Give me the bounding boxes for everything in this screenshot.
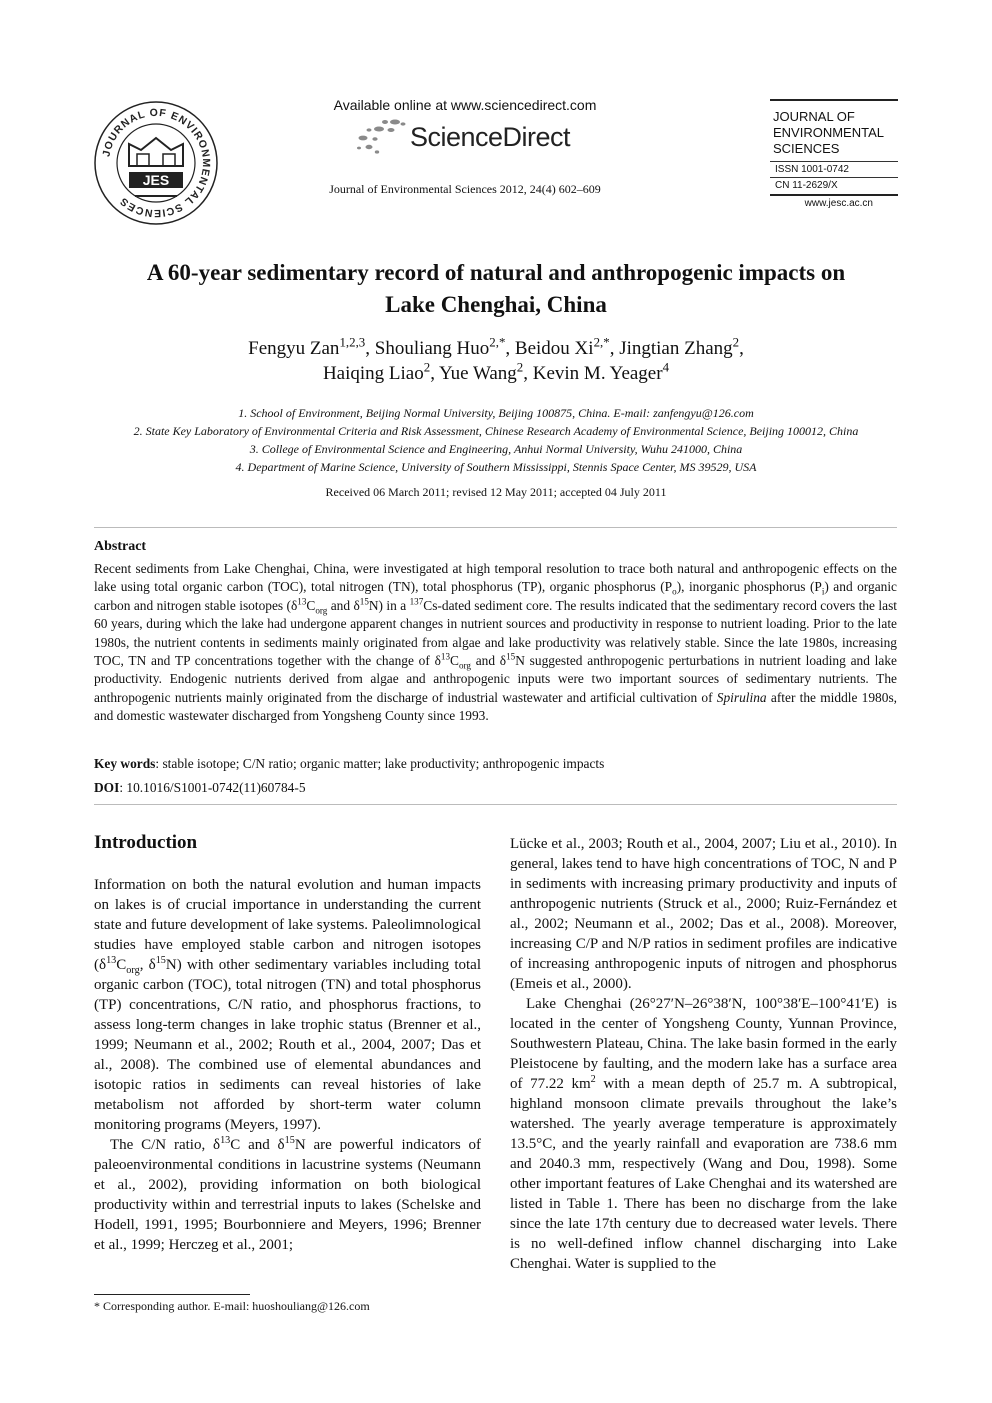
affiliation: 3. College of Environmental Science and Engineering, Anhui Normal University, Wuhu 241000, China [249, 442, 743, 456]
author-name: Fengyu Zan [248, 338, 340, 359]
author-name: Shouliang Huo [374, 338, 490, 359]
journal-info-box [770, 99, 898, 209]
sciencedirect-dots-icon [355, 118, 407, 158]
paragraph: The C/N ratio, $\delta^{13}C$ and $\delta^{15}N$ are powerful indicators of paleoenvironmental conditions in lacustrine systems (Neumann et al., 2002), providing information on both biological productivity within and terrestrial inputs to lakes (Schelske and Hodell, 1991, 1995; Bourbonniere and Meyers, 1996; Brenner et al., 1999; Herczeg et al., 2001; [94, 1135, 481, 1253]
author-name: Yue Wang [438, 363, 517, 384]
footnote-divider [94, 1294, 250, 1295]
corresponding-author-footnote: * Corresponding author. E-mail: huoshouliang@126.com [94, 1299, 370, 1313]
journal-name: JOURNAL OF ENVIRONMENTAL SCIENCES [773, 109, 884, 156]
author-list: Fengyu Zan$^{1,2,3}$, Shouliang Huo$^{2,*}$, Beidou $Xi^{2,*}$, Jingtian Zhang$^2$, Haiqing Liao$^2$, Yue Wang$^2$, Kevin M. Yeager$^4$ [248, 334, 744, 384]
doi: DOI: 10.1016/S1001-0742(11)60784-5 [94, 780, 306, 795]
body-column-right [510, 834, 897, 1274]
affiliations [90, 404, 902, 476]
cn-number: CN 11-2629/X [775, 180, 838, 191]
abstract-heading: Abstract [94, 539, 147, 554]
journal-website: www.jesc.ac.cn [804, 198, 873, 209]
divider [94, 804, 897, 805]
author-name: Jingtian Zhang [619, 338, 733, 359]
paragraph: Lake Chenghai (26°27′N–26°38′N, 100°38′E–100°41′E) is located in the center of Yongsheng County, Yunnan Province, Southwestern Plateau, China. The lake basin formed in the early Pleistocene by faulting, and the modern lake has a surface area of 77.22 $km^2$ with a mean depth of 25.7 m. A subtropical, highland monsoon climate prevails throughout the lake’s watershed. The yearly average temperature is approximately 13.5°C, and the yearly rainfall and evaporation are 738.6 mm and 2040.3 mm, respectively (Wang and Dou, 1998). Some other important features of Lake Chenghai and its watershed are listed in Table 1. There has been no discharge from the lake since the late 17th century due to decreased water levels. There is no well-defined inflow channel discharging into Lake Chenghai. Water is supplied to the [510, 996, 897, 1272]
affiliation: 2. State Key Laboratory of Environmental Criteria and Risk Assessment, Chinese Research Academy of Environmental Science, Beijing 100012, China [133, 424, 859, 438]
section-heading-introduction: Introduction [94, 832, 198, 853]
affiliation: 1. School of Environment, Beijing Normal University, Beijing 100875, China. E-mail: zanfengyu@126.com [238, 406, 754, 420]
keywords: Key words: stable isotope; C/N ratio; organic matter; lake productivity; anthropogenic impacts [94, 756, 605, 771]
journal-logo [93, 100, 219, 226]
sciencedirect-wordmark: ScienceDirect [410, 122, 571, 152]
affiliation: 4. Department of Marine Science, University of Southern Mississippi, Stennis Space Center, MS 39529, USA [235, 460, 757, 474]
logo-ring-text: JOURNAL OF ENVIRONMENTAL SCIENCES [100, 106, 213, 220]
sciencedirect-brand [355, 118, 595, 158]
body-column-left [94, 875, 481, 1255]
paragraph: Lücke et al., 2003; Routh et al., 2004, 2007; Liu et al., 2010). In general, lakes tend to have high concentrations of TOC, N and P in sediments with increasing primary productivity and inputs of anthropogenic nutrients (Struck et al., 2000; Ruiz-Fernández et al., 2002; Neumann et al., 2002; Das et al., 2008). Moreover, increasing C/P and N/P ratios in sediment profiles are indicative of increasing anthropogenic inputs of nitrogen and phosphorus (Emeis et al., 2000). [510, 836, 897, 992]
abstract-text: Recent sediments from Lake Chenghai, China, were investigated at high temporal resolution to trace both natural and anthropogenic effects on the lake using total organic carbon (TOC), total nitrogen (TN), total phosphorus (TP), organic phosphorus $(P_o)$, inorganic phosphorus $(P_i)$ and organic carbon and nitrogen stable isotopes ($\delta^{13}C_{org}$ and $\delta^{15}N$) in a $^{137}$Cs-dated sediment core. The results indicated that the sedimentary record covers the last 60 years, during which the lake had undergone apparent changes in nutrient sources and productivity in response to nutrient loading. Prior to the late 1980s, the nutrient contents in sediments mainly originated from algae and lake productivity was relatively stable. Since the late 1980s, increasing TOC, TN and TP concentrations together with the change of $\delta^{13}C_{org}$ and $\delta^{15}N$ suggested anthropogenic perturbations in nutrient loading and lake productivity. Endogenic nutrients derived from algae and anthropogenic inputs were two important sources of sedimentary nutrients. The anthropogenic nutrients mainly originated from the discharge of industrial wastewater and artificial cultivation of Spirulina after the middle 1980s, and domestic wastewater discharged from Yongsheng County since 1993. [94, 561, 898, 724]
available-online-line: Available online at www.sciencedirect.com [333, 97, 597, 113]
paragraph: Information on both the natural evolution and human impacts on lakes is of crucial importance in understanding the current state and future development of lake systems. Paleolimnological studies have employed stable carbon and nitrogen isotopes ($\delta^{13}C_{org}$, $\delta^{15}N$) with other sedimentary variables including total organic carbon (TOC), total nitrogen (TN) and total phosphorus (TP) concentrations, C/N ratio, and phosphorus fractions, to assess long-term changes in lake trophic status (Brenner et al., 1999; Neumann et al., 2002; Routh et al., 2004, 2007; Das et al., 2008). The combined use of elemental abundances and isotopic ratios in sediments can reveal histories of lake metabolism not afforded by short-term water column monitoring programs (Meyers, 1997). [94, 877, 481, 1133]
author-name: Kevin M. Yeager [532, 363, 663, 384]
author-name: Beidou Xi [514, 338, 594, 359]
jes-seal-icon [93, 100, 219, 226]
issn: ISSN 1001-0742 [775, 164, 849, 175]
journal-citation: Journal of Environmental Sciences 2012, 24(4) 602–609 [329, 182, 601, 196]
logo-abbrev: JES [142, 172, 170, 188]
received-dates: Received 06 March 2011; revised 12 May 2011; accepted 04 July 2011 [325, 485, 667, 499]
article-title: A 60-year sedimentary record of natural and anthropogenic impacts on Lake Chenghai, China [146, 260, 846, 317]
author-name: Haiqing Liao [322, 363, 424, 384]
divider [94, 527, 897, 528]
